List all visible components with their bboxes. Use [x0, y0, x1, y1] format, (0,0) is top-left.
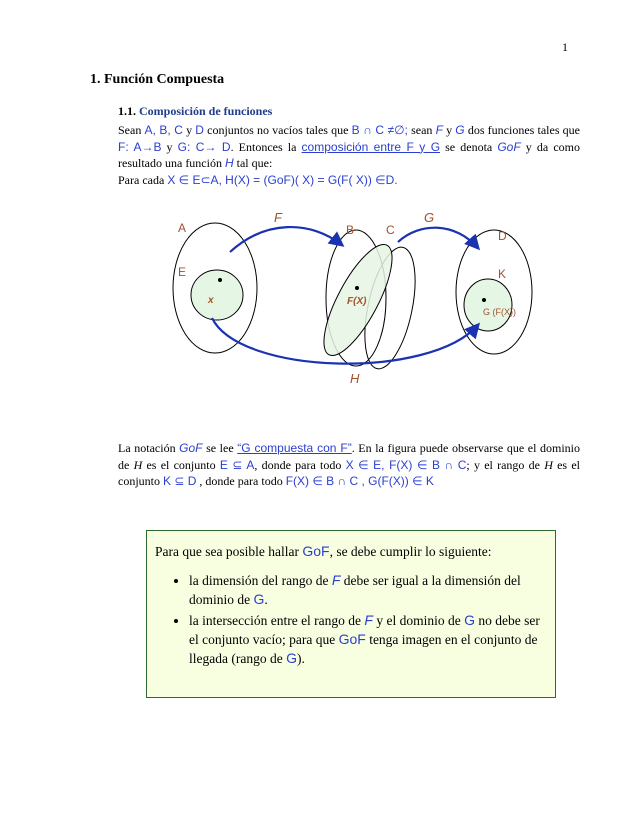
point-GFX — [482, 298, 486, 302]
set-E-ellipse — [191, 270, 243, 320]
text: dos funciones tales que — [464, 123, 581, 137]
text: . En la figura puede observarse que el dominio de — [118, 441, 580, 472]
arrow-G — [398, 228, 478, 248]
text: y — [161, 139, 178, 154]
text: Para que sea posible hallar — [155, 544, 303, 559]
text: . Entonces la — [230, 139, 302, 154]
point-FX — [355, 286, 359, 290]
text: , donde para todo — [196, 474, 286, 488]
text: , donde para todo — [254, 457, 346, 472]
math: GoF — [179, 441, 203, 455]
label-x: x — [208, 295, 214, 306]
math: X ∈ E, F(X) ∈ B ∩ C — [345, 457, 467, 472]
text: Para cada — [118, 173, 168, 187]
text: se lee — [202, 441, 238, 455]
text: la dimensión del rango de — [189, 573, 332, 588]
label-FX: F(X) — [347, 296, 367, 307]
label-H: H — [350, 371, 360, 386]
point-x — [218, 278, 222, 282]
math: GoF — [338, 631, 366, 647]
para-cada-line — [118, 172, 580, 189]
list-item — [189, 611, 551, 668]
text: y el dominio de — [372, 613, 465, 628]
text: y da como resultado una función — [118, 139, 580, 170]
math: G — [455, 123, 465, 137]
section-title: Función Compuesta — [104, 72, 225, 87]
math: GoF — [497, 139, 521, 154]
text: sean — [407, 123, 436, 137]
label-D: D — [498, 229, 507, 243]
math: “G compuesta con F” — [237, 441, 352, 455]
math-formula: X ∈ E⊂A, H(X) = (GoF)( X) = G(F( X)) ∈D. — [167, 173, 398, 187]
math: G — [464, 612, 475, 628]
text: es el conjunto — [142, 457, 220, 472]
math: K ⊆ D — [163, 474, 197, 488]
math: F — [331, 572, 341, 588]
composition-diagram — [0, 200, 638, 400]
label-F: F — [274, 210, 282, 225]
math: F — [435, 123, 443, 137]
subsection-number: 1.1. — [118, 104, 136, 118]
math: G: C→ D — [177, 139, 231, 154]
math: H — [133, 457, 143, 472]
math: composición entre F y G — [301, 139, 441, 154]
section-number: 1. — [90, 72, 101, 87]
label-C: C — [386, 223, 395, 237]
text: no debe ser el conjunto vacío; para que — [189, 613, 540, 647]
math: B ∩ C ≠∅; — [351, 123, 408, 137]
conditions-box — [146, 530, 556, 698]
text: tenga imagen en el conjunto de llegada (rango de — [189, 632, 538, 666]
math: F — [364, 612, 373, 628]
text: ). — [296, 651, 305, 666]
text: es el conjunto — [118, 457, 580, 488]
text: la intersección entre el rango de — [189, 613, 365, 628]
text: tal que: — [233, 156, 273, 170]
math: H — [544, 457, 553, 472]
math: A, B, C — [144, 123, 183, 137]
math: F: A→B — [118, 139, 162, 154]
text: , se debe cumplir lo siguiente: — [329, 544, 492, 559]
label-B: B — [346, 223, 355, 237]
math: H — [224, 156, 234, 170]
conditions-list — [157, 571, 551, 670]
section-heading — [90, 72, 224, 88]
text: y — [182, 123, 196, 137]
text: conjuntos no vacíos tales que — [203, 123, 352, 137]
math: G — [286, 650, 297, 666]
text: y — [442, 123, 456, 137]
subsection-title: Composición de funciones — [139, 104, 273, 118]
list-item — [189, 571, 551, 609]
text: . — [264, 592, 268, 607]
label-GFX: G (F(X)) — [483, 307, 516, 317]
text: Sean — [118, 123, 145, 137]
math: G — [253, 591, 265, 607]
text: debe ser igual a la dimensión del dominio de — [189, 573, 521, 607]
page-number: 1 — [562, 40, 568, 54]
label-A: A — [178, 221, 187, 235]
text: se denota — [440, 139, 498, 154]
label-E: E — [178, 265, 187, 279]
math: GoF — [302, 543, 330, 559]
notation-paragraph — [118, 440, 580, 490]
label-K: K — [498, 267, 507, 281]
label-G: G — [424, 210, 435, 225]
math: E ⊆ A — [219, 457, 255, 472]
math: F(X) ∈ B ∩ C , G(F(X)) ∈ K — [285, 474, 434, 488]
intro-paragraph — [118, 122, 580, 172]
box-intro — [155, 543, 492, 560]
text: ; y el rango de — [466, 457, 545, 472]
text: La notación — [118, 441, 180, 455]
set-K-ellipse — [464, 279, 512, 331]
math: D — [195, 123, 204, 137]
arrow-F — [230, 227, 342, 252]
subsection-heading — [118, 104, 272, 119]
